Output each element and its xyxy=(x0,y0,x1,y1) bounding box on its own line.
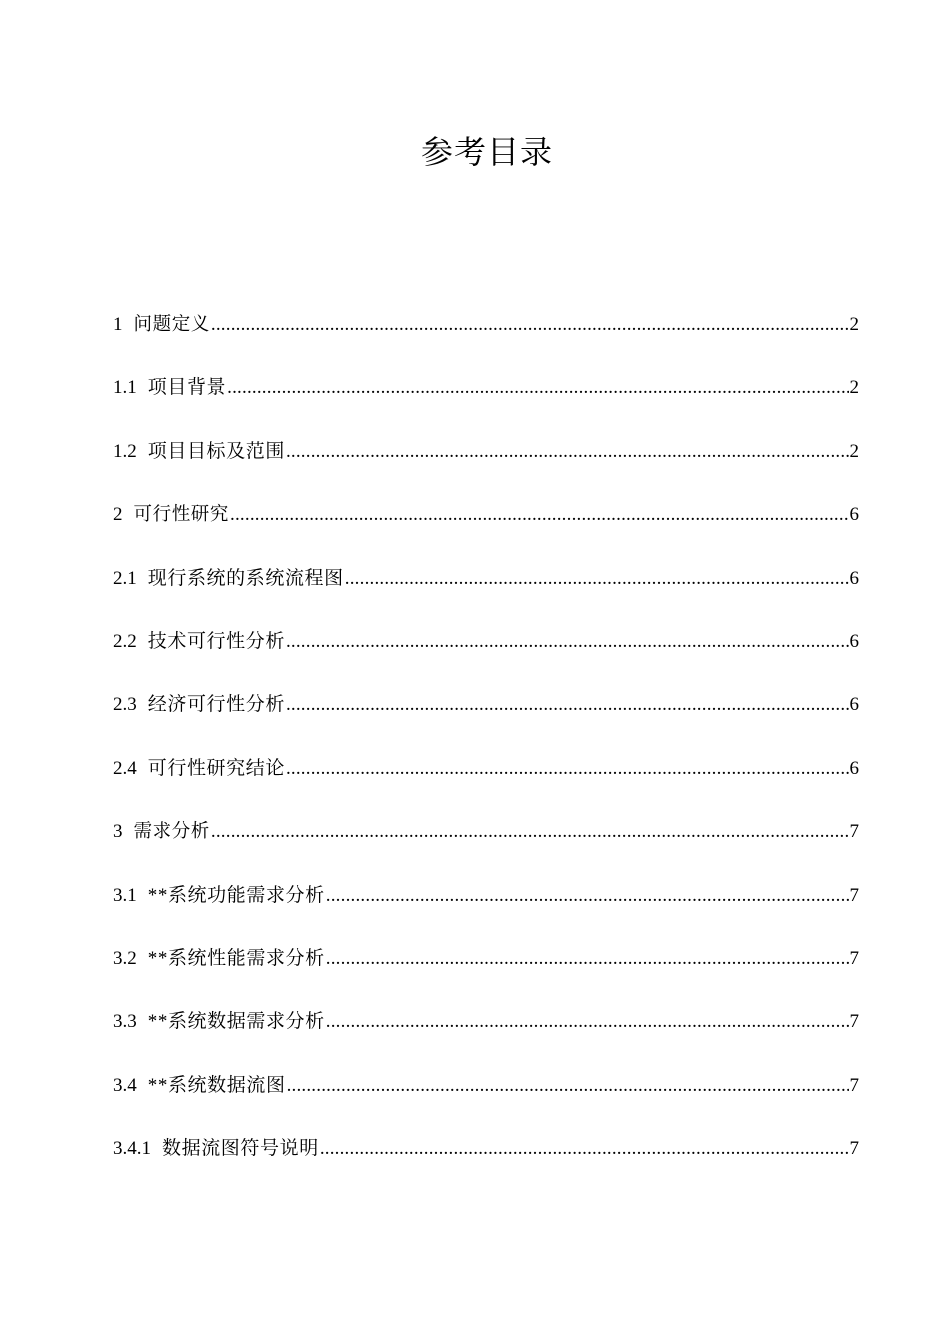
toc-entry-number: 2.2 xyxy=(113,630,137,652)
toc-entry-text: **系统数据需求分析 xyxy=(147,1011,325,1033)
toc-dot-leader xyxy=(287,1069,849,1103)
toc-entry-page: 2 xyxy=(849,314,859,335)
toc-entry-page: 7 xyxy=(849,884,859,906)
toc-entry-page: 7 xyxy=(849,947,859,969)
toc-entry-text: **系统功能需求分析 xyxy=(147,884,325,906)
toc-entry-page: 6 xyxy=(849,567,859,589)
toc-entry-2-4[interactable] xyxy=(113,752,859,815)
toc-entry-2-3[interactable] xyxy=(113,688,859,751)
toc-entry-number: 1.1 xyxy=(113,377,137,399)
toc-entry-3-1[interactable] xyxy=(113,879,859,942)
toc-entry-text: 可行性研究 xyxy=(133,504,230,526)
toc-dot-leader xyxy=(286,752,849,786)
table-of-contents xyxy=(113,308,859,1195)
toc-dot-leader xyxy=(211,308,849,342)
toc-entry-page: 7 xyxy=(849,821,859,843)
toc-entry-number: 3.4 xyxy=(113,1074,137,1096)
toc-entry-3-4-1[interactable] xyxy=(113,1132,859,1195)
toc-dot-leader xyxy=(286,625,849,659)
toc-dot-leader xyxy=(211,815,849,849)
toc-entry-text: 技术可行性分析 xyxy=(147,630,285,652)
toc-entry-3[interactable] xyxy=(113,815,859,878)
toc-dot-leader xyxy=(286,435,849,469)
toc-dot-leader xyxy=(326,1005,849,1039)
toc-entry-page: 2 xyxy=(849,377,859,399)
toc-dot-leader xyxy=(230,498,848,532)
toc-entry-number: 1.2 xyxy=(113,440,137,462)
toc-entry-number: 3 xyxy=(113,821,123,843)
toc-entry-text: 项目目标及范围 xyxy=(147,440,285,462)
toc-entry-3-3[interactable] xyxy=(113,1005,859,1068)
toc-dot-leader xyxy=(326,879,849,913)
toc-entry-page: 2 xyxy=(849,440,859,462)
toc-entry-page: 7 xyxy=(849,1074,859,1096)
toc-entry-text: **系统性能需求分析 xyxy=(147,947,325,969)
toc-entry-text: 项目背景 xyxy=(147,377,227,399)
toc-entry-text: 可行性研究结论 xyxy=(147,757,285,779)
toc-entry-text: 现行系统的系统流程图 xyxy=(147,567,344,589)
toc-entry-page: 7 xyxy=(849,1138,859,1160)
toc-entry-number: 2 xyxy=(113,504,123,526)
toc-entry-1[interactable] xyxy=(113,308,859,371)
toc-entry-text: 经济可行性分析 xyxy=(147,694,285,716)
toc-entry-text: 问题定义 xyxy=(133,314,210,335)
toc-entry-3-4[interactable] xyxy=(113,1069,859,1132)
page-title: 参考目录 xyxy=(420,133,553,171)
toc-entry-page: 6 xyxy=(849,694,859,716)
toc-entry-number: 3.3 xyxy=(113,1011,137,1033)
toc-dot-leader xyxy=(326,942,849,976)
toc-entry-page: 6 xyxy=(849,630,859,652)
toc-entry-page: 7 xyxy=(849,1011,859,1033)
toc-entry-text: 数据流图符号说明 xyxy=(162,1138,319,1160)
toc-entry-number: 2.4 xyxy=(113,757,137,779)
toc-entry-page: 6 xyxy=(849,757,859,779)
toc-entry-number: 3.2 xyxy=(113,947,137,969)
toc-entry-1-2[interactable] xyxy=(113,435,859,498)
toc-entry-number: 2.3 xyxy=(113,694,137,716)
toc-entry-2-2[interactable] xyxy=(113,625,859,688)
toc-entry-text: 需求分析 xyxy=(133,821,210,843)
toc-entry-number: 3.1 xyxy=(113,884,137,906)
toc-entry-number: 1 xyxy=(113,314,123,335)
toc-entry-2-1[interactable] xyxy=(113,562,859,625)
toc-entry-text: **系统数据流图 xyxy=(147,1074,286,1096)
toc-dot-leader xyxy=(286,688,849,722)
toc-entry-3-2[interactable] xyxy=(113,942,859,1005)
toc-entry-page: 6 xyxy=(849,504,859,526)
toc-entry-1-1[interactable] xyxy=(113,371,859,434)
toc-entry-number: 2.1 xyxy=(113,567,137,589)
toc-entry-2[interactable] xyxy=(113,498,859,561)
toc-dot-leader xyxy=(345,562,849,596)
toc-dot-leader xyxy=(320,1132,849,1166)
toc-dot-leader xyxy=(227,371,848,405)
toc-entry-number: 3.4.1 xyxy=(113,1138,151,1160)
